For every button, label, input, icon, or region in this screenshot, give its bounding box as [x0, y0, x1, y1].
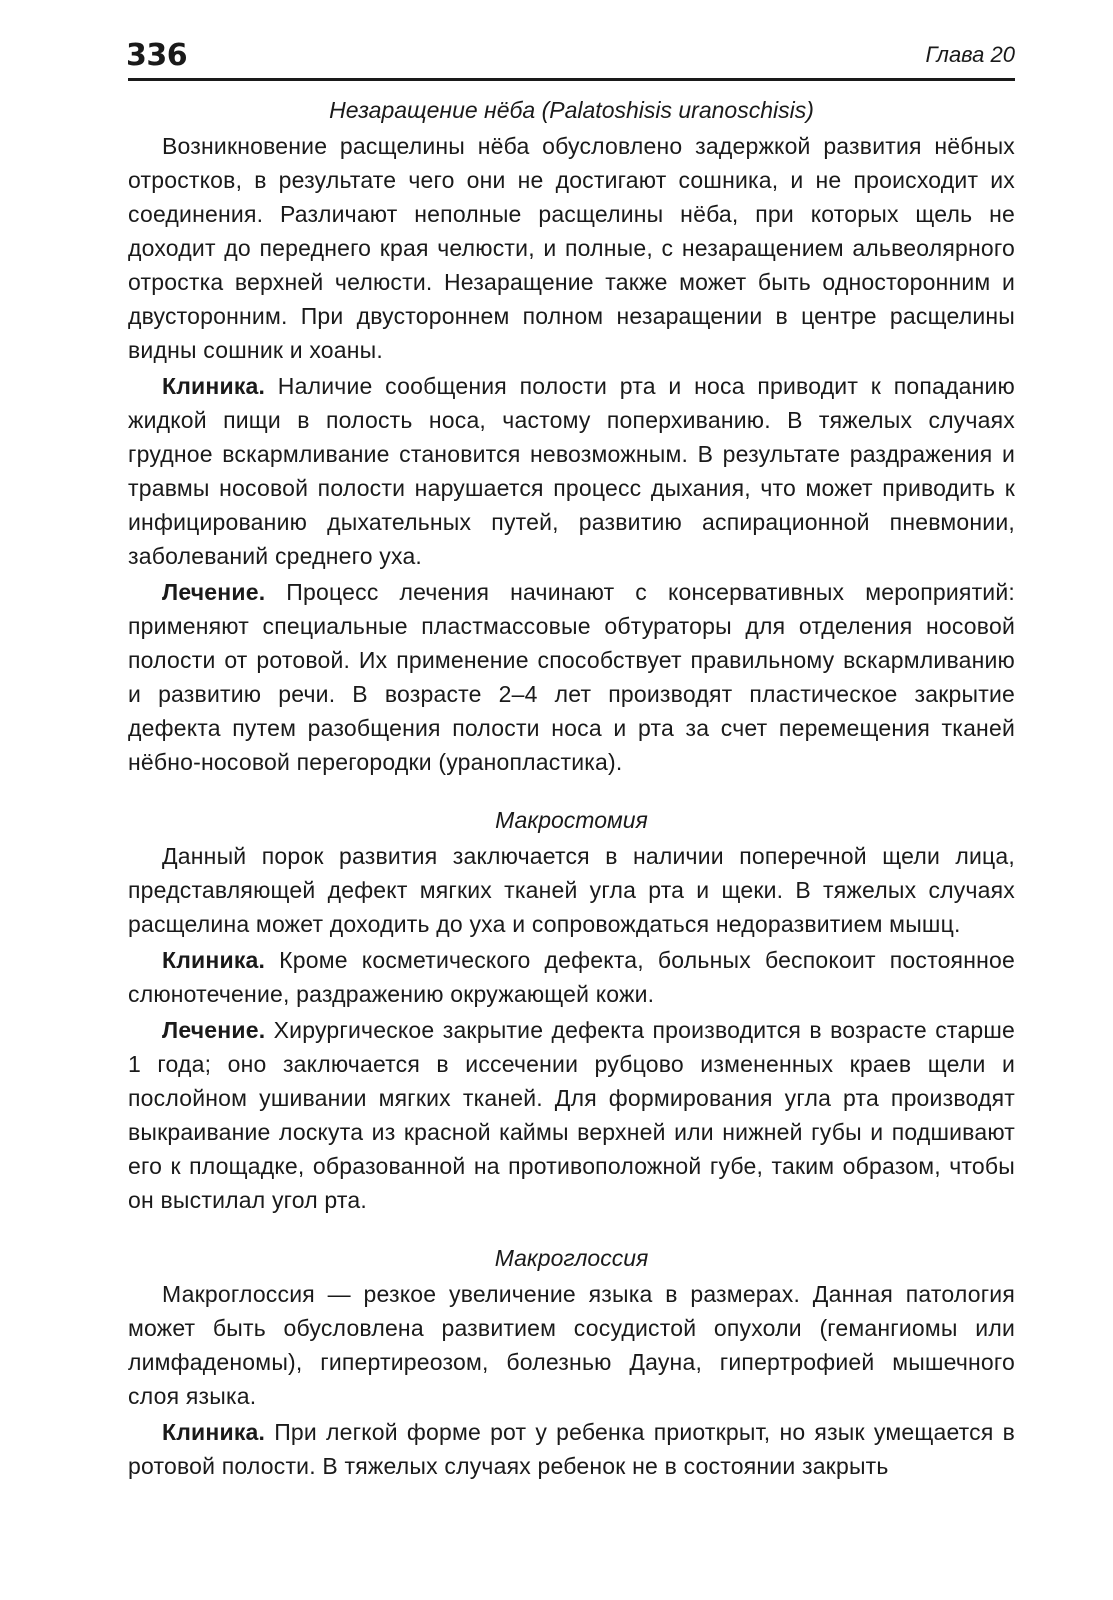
paragraph-text: Хирургическое закрытие дефекта производится в возрасте старше 1 года; оно заключается в иссечении рубцово измененных краев щели и послойном ушивании мягких тканей. Для формирования угла рта производят выкраивание лоскута из красной каймы верхней или нижней губы и подшивают его к площадке, образованной на противоположной губе, таким образом, чтобы он выстилал угол рта.	[128, 1017, 1015, 1213]
paragraph-lead: Лечение.	[162, 1017, 266, 1043]
paragraph-text: Наличие сообщения полости рта и носа приводит к попаданию жидкой пищи в полость носа, частому поперхиванию. В тяжелых случаях грудное вскармливание становится невозможным. В результате раздражения и травмы носовой полости нарушается процесс дыхания, что может приводить к инфицированию дыхательных путей, развитию аспирационной пневмонии, заболеваний среднего уха.	[128, 373, 1015, 569]
paragraph	[128, 839, 1015, 941]
page-header	[128, 34, 1015, 78]
section-title-macrostomia: Макростомия	[495, 807, 648, 833]
paragraph-text: Процесс лечения начинают с консервативных мероприятий: применяют специальные пластмассовые обтураторы для отделения носовой полости от ротовой. Их применение способствует правильному вскармливанию и развитию речи. В возрасте 2–4 лет производят пластическое закрытие дефекта путем разобщения полости носа и рта за счет перемещения тканей нёбно-носовой перегородки (уранопластика).	[128, 579, 1015, 775]
page-number: 336	[126, 38, 188, 73]
paragraph	[128, 1277, 1015, 1413]
paragraph-text: Макроглоссия — резкое увеличение языка в размерах. Данная патология может быть обусловлена развитием сосудистой опухоли (гемангиомы или лимфаденомы), гипертиреозом, болезнью Дауна, гипертрофией мышечного слоя языка.	[128, 1281, 1015, 1409]
paragraph-text: При легкой форме рот у ребенка приоткрыт, но язык умещается в ротовой полости. В тяжелых случаях ребенок не в состоянии закрыть	[128, 1419, 1015, 1479]
paragraph-text: Кроме косметического дефекта, больных беспокоит постоянное слюнотечение, раздражению окружающей кожи.	[128, 947, 1015, 1007]
paragraph	[128, 943, 1015, 1011]
paragraph	[128, 575, 1015, 779]
section-title-palatoschisis: Незаращение нёба (Palatoshisis uranoschisis)	[329, 97, 814, 123]
paragraph	[128, 1013, 1015, 1217]
chapter-label: Глава 20	[925, 42, 1015, 67]
header-rule	[128, 78, 1015, 81]
paragraph	[128, 1415, 1015, 1483]
paragraph-lead: Клиника.	[162, 373, 266, 399]
paragraph	[128, 129, 1015, 367]
page-content	[128, 93, 1015, 1483]
paragraph-text: Возникновение расщелины нёба обусловлено задержкой развития нёбных отростков, в результате чего они не достигают сошника, и не происходит их соединения. Различают неполные расщелины нёба, при которых щель не доходит до переднего края челюсти, и полные, с незаращением альвеолярного отростка верхней челюсти. Незаращение также может быть односторонним и двусторонним. При двустороннем полном незаращении в центре расщелины видны сошник и хоаны.	[128, 133, 1015, 363]
paragraph-text: Данный порок развития заключается в наличии поперечной щели лица, представляющей дефект мягких тканей угла рта и щеки. В тяжелых случаях расщелина может доходить до уха и сопровождаться недоразвитием мышц.	[128, 843, 1015, 937]
paragraph	[128, 369, 1015, 573]
paragraph-lead: Клиника.	[162, 1419, 266, 1445]
paragraph-lead: Клиника.	[162, 947, 266, 973]
paragraph-lead: Лечение.	[162, 579, 266, 605]
section-title-macroglossia: Макроглоссия	[494, 1245, 649, 1271]
